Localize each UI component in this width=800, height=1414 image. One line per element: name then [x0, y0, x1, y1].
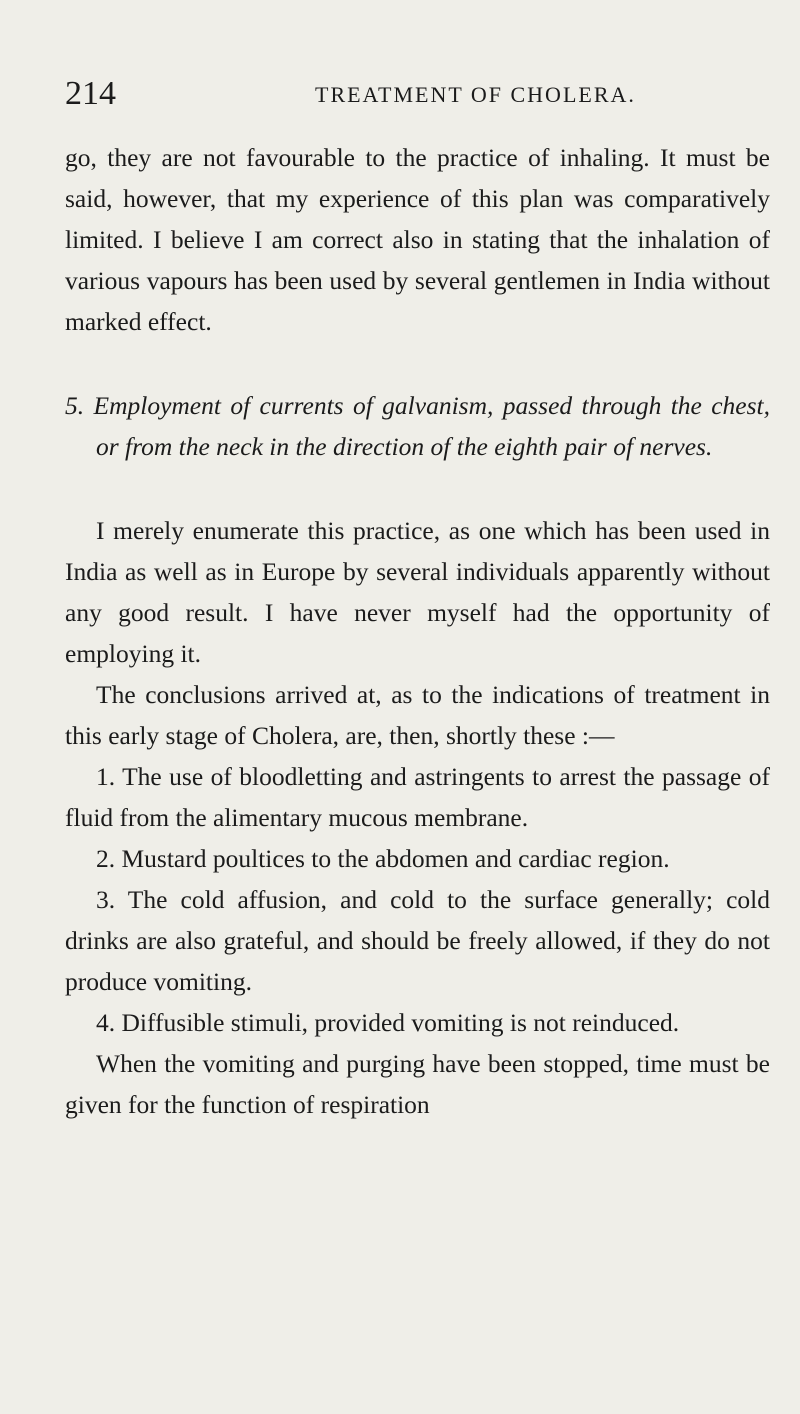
list-item: 4. Diffusible stimuli, provided vomiting is not reinduced. [96, 1008, 680, 1037]
paragraph: The conclusions arrived at, as to the indications of treatment in this early stage of Cholera, are, then, shortly these :— [65, 680, 770, 750]
page-number: 214 [65, 75, 116, 112]
body-text [65, 137, 770, 1125]
paragraph: When the vomiting and purging have been stopped, time must be given for the function of respiration [65, 1049, 770, 1119]
section-heading: 5. Employment of currents of galvanism, passed through the chest, or from the neck in the direction of the eighth pair of nerves. [65, 391, 770, 461]
paragraph: I merely enumerate this practice, as one which has been used in India as well as in Europe by several individuals apparently without any good result. I have never myself had the opportunity of employing it. [65, 516, 770, 668]
paragraph: go, they are not favourable to the practice of inhaling. It must be said, however, that my experience of this plan was comparatively limited. I believe I am correct also in stating that the inhalation of various vapours has been used by several gentlemen in India without marked effect. [65, 143, 770, 336]
list-item: 3. The cold affusion, and cold to the surface generally; cold drinks are also grateful, and should be freely allowed, if they do not produce vomiting. [65, 885, 770, 996]
page-header [65, 74, 765, 114]
list-item: 1. The use of bloodletting and astringents to arrest the passage of fluid from the alimentary mucous membrane. [65, 762, 770, 832]
running-title: TREATMENT OF CHOLERA. [315, 82, 636, 107]
list-item: 2. Mustard poultices to the abdomen and cardiac region. [96, 844, 670, 873]
